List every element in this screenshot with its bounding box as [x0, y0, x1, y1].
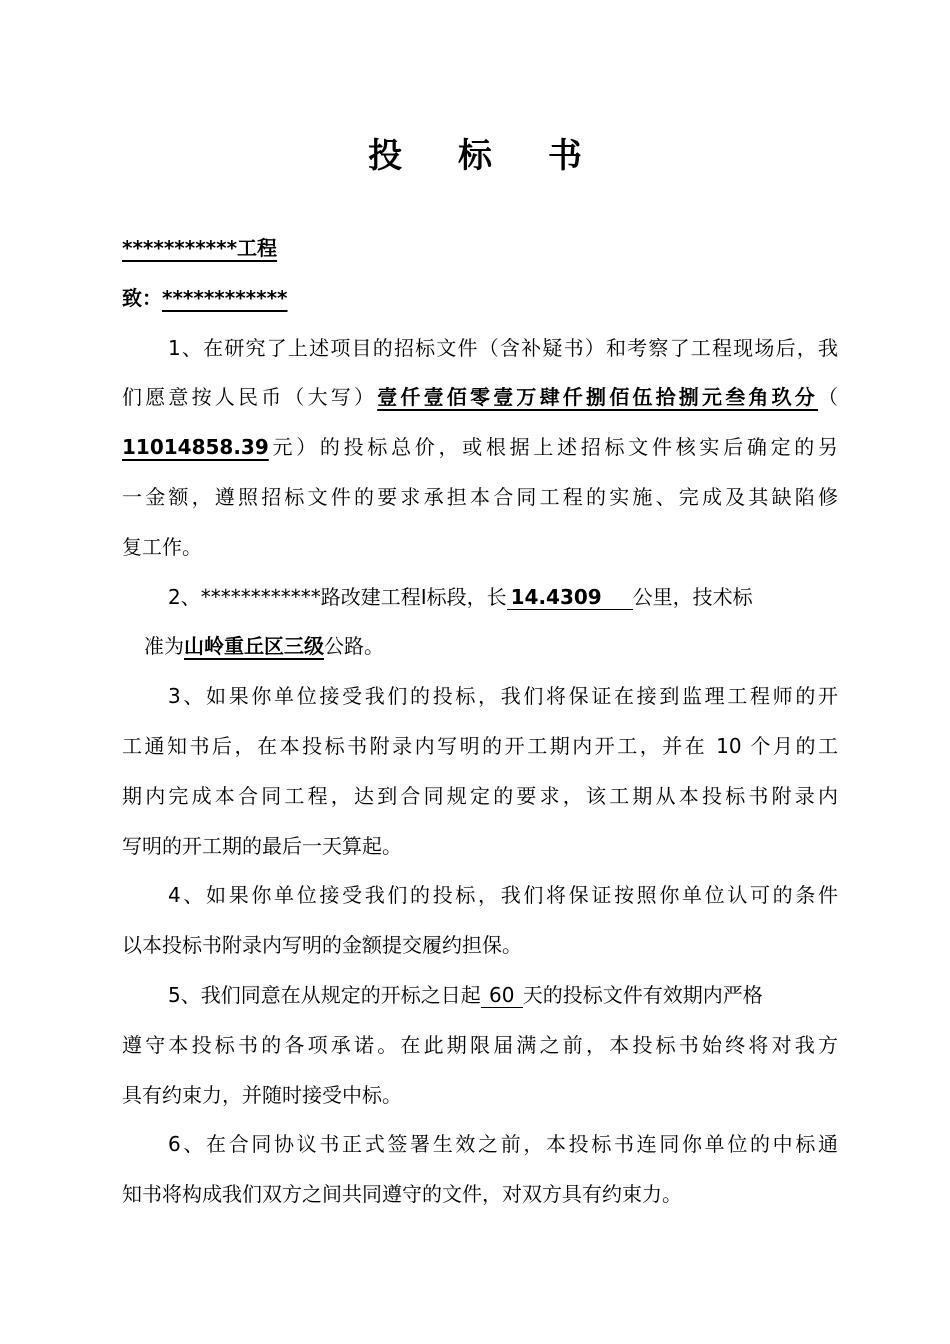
p5-line-1 [122, 971, 838, 1021]
p3-line-3: 期内完成本合同工程，达到合同规定的要求，该工期从本投标书附录内 [122, 783, 838, 808]
p3-line-2: 工通知书后，在本投标书附录内写明的开工期内开工，并在 10 个月的工 [122, 733, 838, 758]
p1-line-2-text: 们愿意按人民币（大写） [122, 385, 378, 410]
p3-line-1: 3、如果你单位接受我们的投标，我们将保证在接到监理工程师的开 [168, 684, 838, 709]
project-line [122, 224, 838, 274]
p6-line-2: 知书将构成我们双方之间共同遵守的文件，对双方具有约束力。 [122, 1182, 682, 1207]
amount-in-words: 壹仟壹佰零壹万肆仟捌佰伍拾捌元叁角玖分 [377, 385, 819, 410]
recipient-name: ************ [162, 285, 288, 310]
recipient-label: 致： [122, 285, 162, 310]
p4-line-1: 4、如果你单位接受我们的投标，我们将保证按照你单位认可的条件 [168, 883, 838, 908]
document-body [122, 224, 838, 1220]
p2-line-2-text: 准为 [144, 634, 184, 659]
p2-line-1 [122, 573, 838, 623]
p5-line-1-text: 5、我们同意在从规定的开标之日起 [168, 982, 481, 1007]
p2-line-1-tail: 公里，技术标 [632, 584, 753, 609]
p3-line-4: 写明的开工期的最后一天算起。 [122, 833, 402, 858]
p2-line-2-tail: 公路。 [324, 634, 384, 659]
p1-line-5: 复工作。 [122, 534, 202, 559]
recipient-line [122, 274, 838, 324]
p1-line-1: 1、在研究了上述项目的招标文件（含补疑书）和考察了工程现场后，我 [168, 335, 838, 360]
p5-line-2: 遵守本投标书的各项承诺。在此期限届满之前，本投标书始终将对我方 [122, 1032, 838, 1057]
p4-line-2: 以本投标书附录内写明的金额提交履约担保。 [122, 933, 522, 958]
p1-line-2 [122, 373, 838, 423]
p2-line-2 [122, 622, 838, 672]
road-length: 14.4309 [507, 585, 633, 610]
p1-line-4: 一金额，遵照招标文件的要求承担本合同工程的实施、完成及其缺陷修 [122, 484, 838, 509]
p6-line-1: 6、在合同协议书正式签署生效之前，本投标书连同你单位的中标通 [168, 1132, 838, 1157]
road-grade: 山岭重丘区三级 [184, 634, 324, 659]
validity-days: 60 [481, 983, 523, 1008]
p2-line-1-text: 2、************路改建工程Ⅰ标段，长 [168, 584, 507, 609]
document-title: 投 标 书 [368, 136, 604, 176]
p1-line-3 [122, 423, 838, 473]
amount-in-digits: 11014858.39 [122, 435, 269, 460]
p1-open-paren: （ [818, 385, 839, 410]
p5-line-3: 具有约束力，并随时接受中标。 [122, 1082, 402, 1107]
p1-line-3-text: 元）的投标总价，或根据上述招标文件核实后确定的另 [268, 435, 838, 460]
p5-line-1-tail: 天的投标文件有效期内严格 [522, 982, 763, 1007]
project-name: ***********工程 [122, 236, 278, 260]
